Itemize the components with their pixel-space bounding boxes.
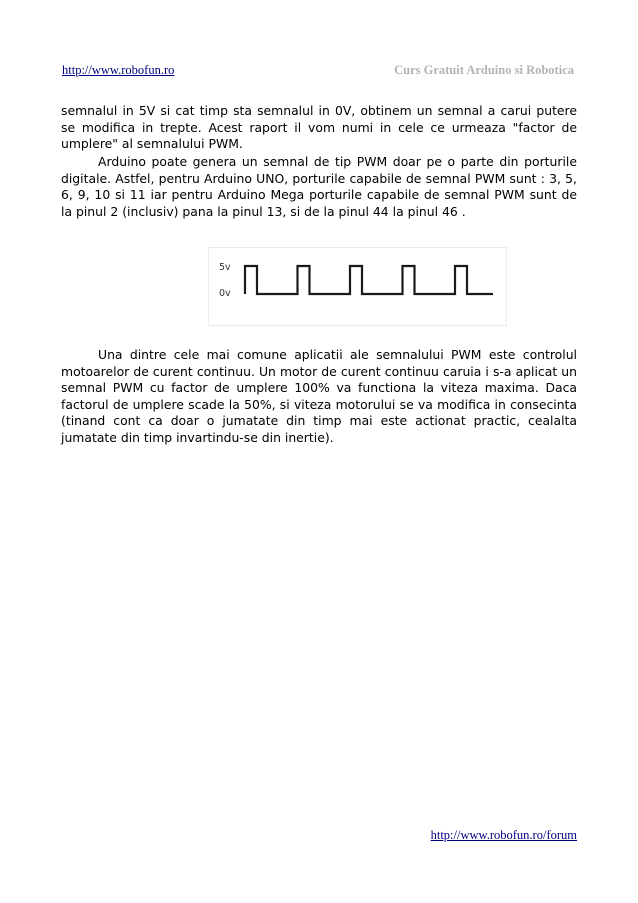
- header-site-link[interactable]: http://www.robofun.ro: [62, 63, 175, 77]
- paragraph-motor-control: Una dintre cele mai comune aplicatii ale semnalului PWM este controlul motoarelor de curent continuu. Un motor de curent continuu caruia i s-a aplicat un semnal PWM cu factor de umplere 100% va functiona la viteza maxima. Daca factorul de umplere scade la 50%, si viteza motorului se va modifica in consecinta (tinand cont ca doar o jumatate din timp mai este actionat practic, cealalta jumatate din timp invartindu-se din inertie).: [61, 347, 577, 445]
- high-level-label: 5v: [219, 262, 231, 273]
- low-level-label: 0v: [219, 288, 231, 299]
- footer-forum-link[interactable]: http://www.robofun.ro/forum: [430, 828, 577, 842]
- paragraph-pwm-ports: Arduino poate genera un semnal de tip PWM doar pe o parte din porturile digitale. Astfel, pentru Arduino UNO, porturile capabile de semnal PWM sunt : 3, 5, 6, 9, 10 si 11 iar pentru Arduino Mega porturile capabile de semnal PWM sunt de la pinul 2 (inclusiv) pana la pinul 13, si de la pinul 44 la pinul 46 .: [61, 154, 577, 219]
- paragraph-duty-cycle: semnalul in 5V si cat timp sta semnalul in 0V, obtinem un semnal a carui putere se modifica in trepte. Acest raport il vom numi in cele ce urmeaza "factor de umplere" al semnalului PWM.: [61, 103, 577, 152]
- pwm-signal-figure: [208, 247, 507, 326]
- pwm-waveform-line: [245, 266, 493, 294]
- header-course-title: Curs Gratuit Arduino si Robotica: [394, 63, 574, 77]
- pwm-waveform-svg: [209, 248, 508, 327]
